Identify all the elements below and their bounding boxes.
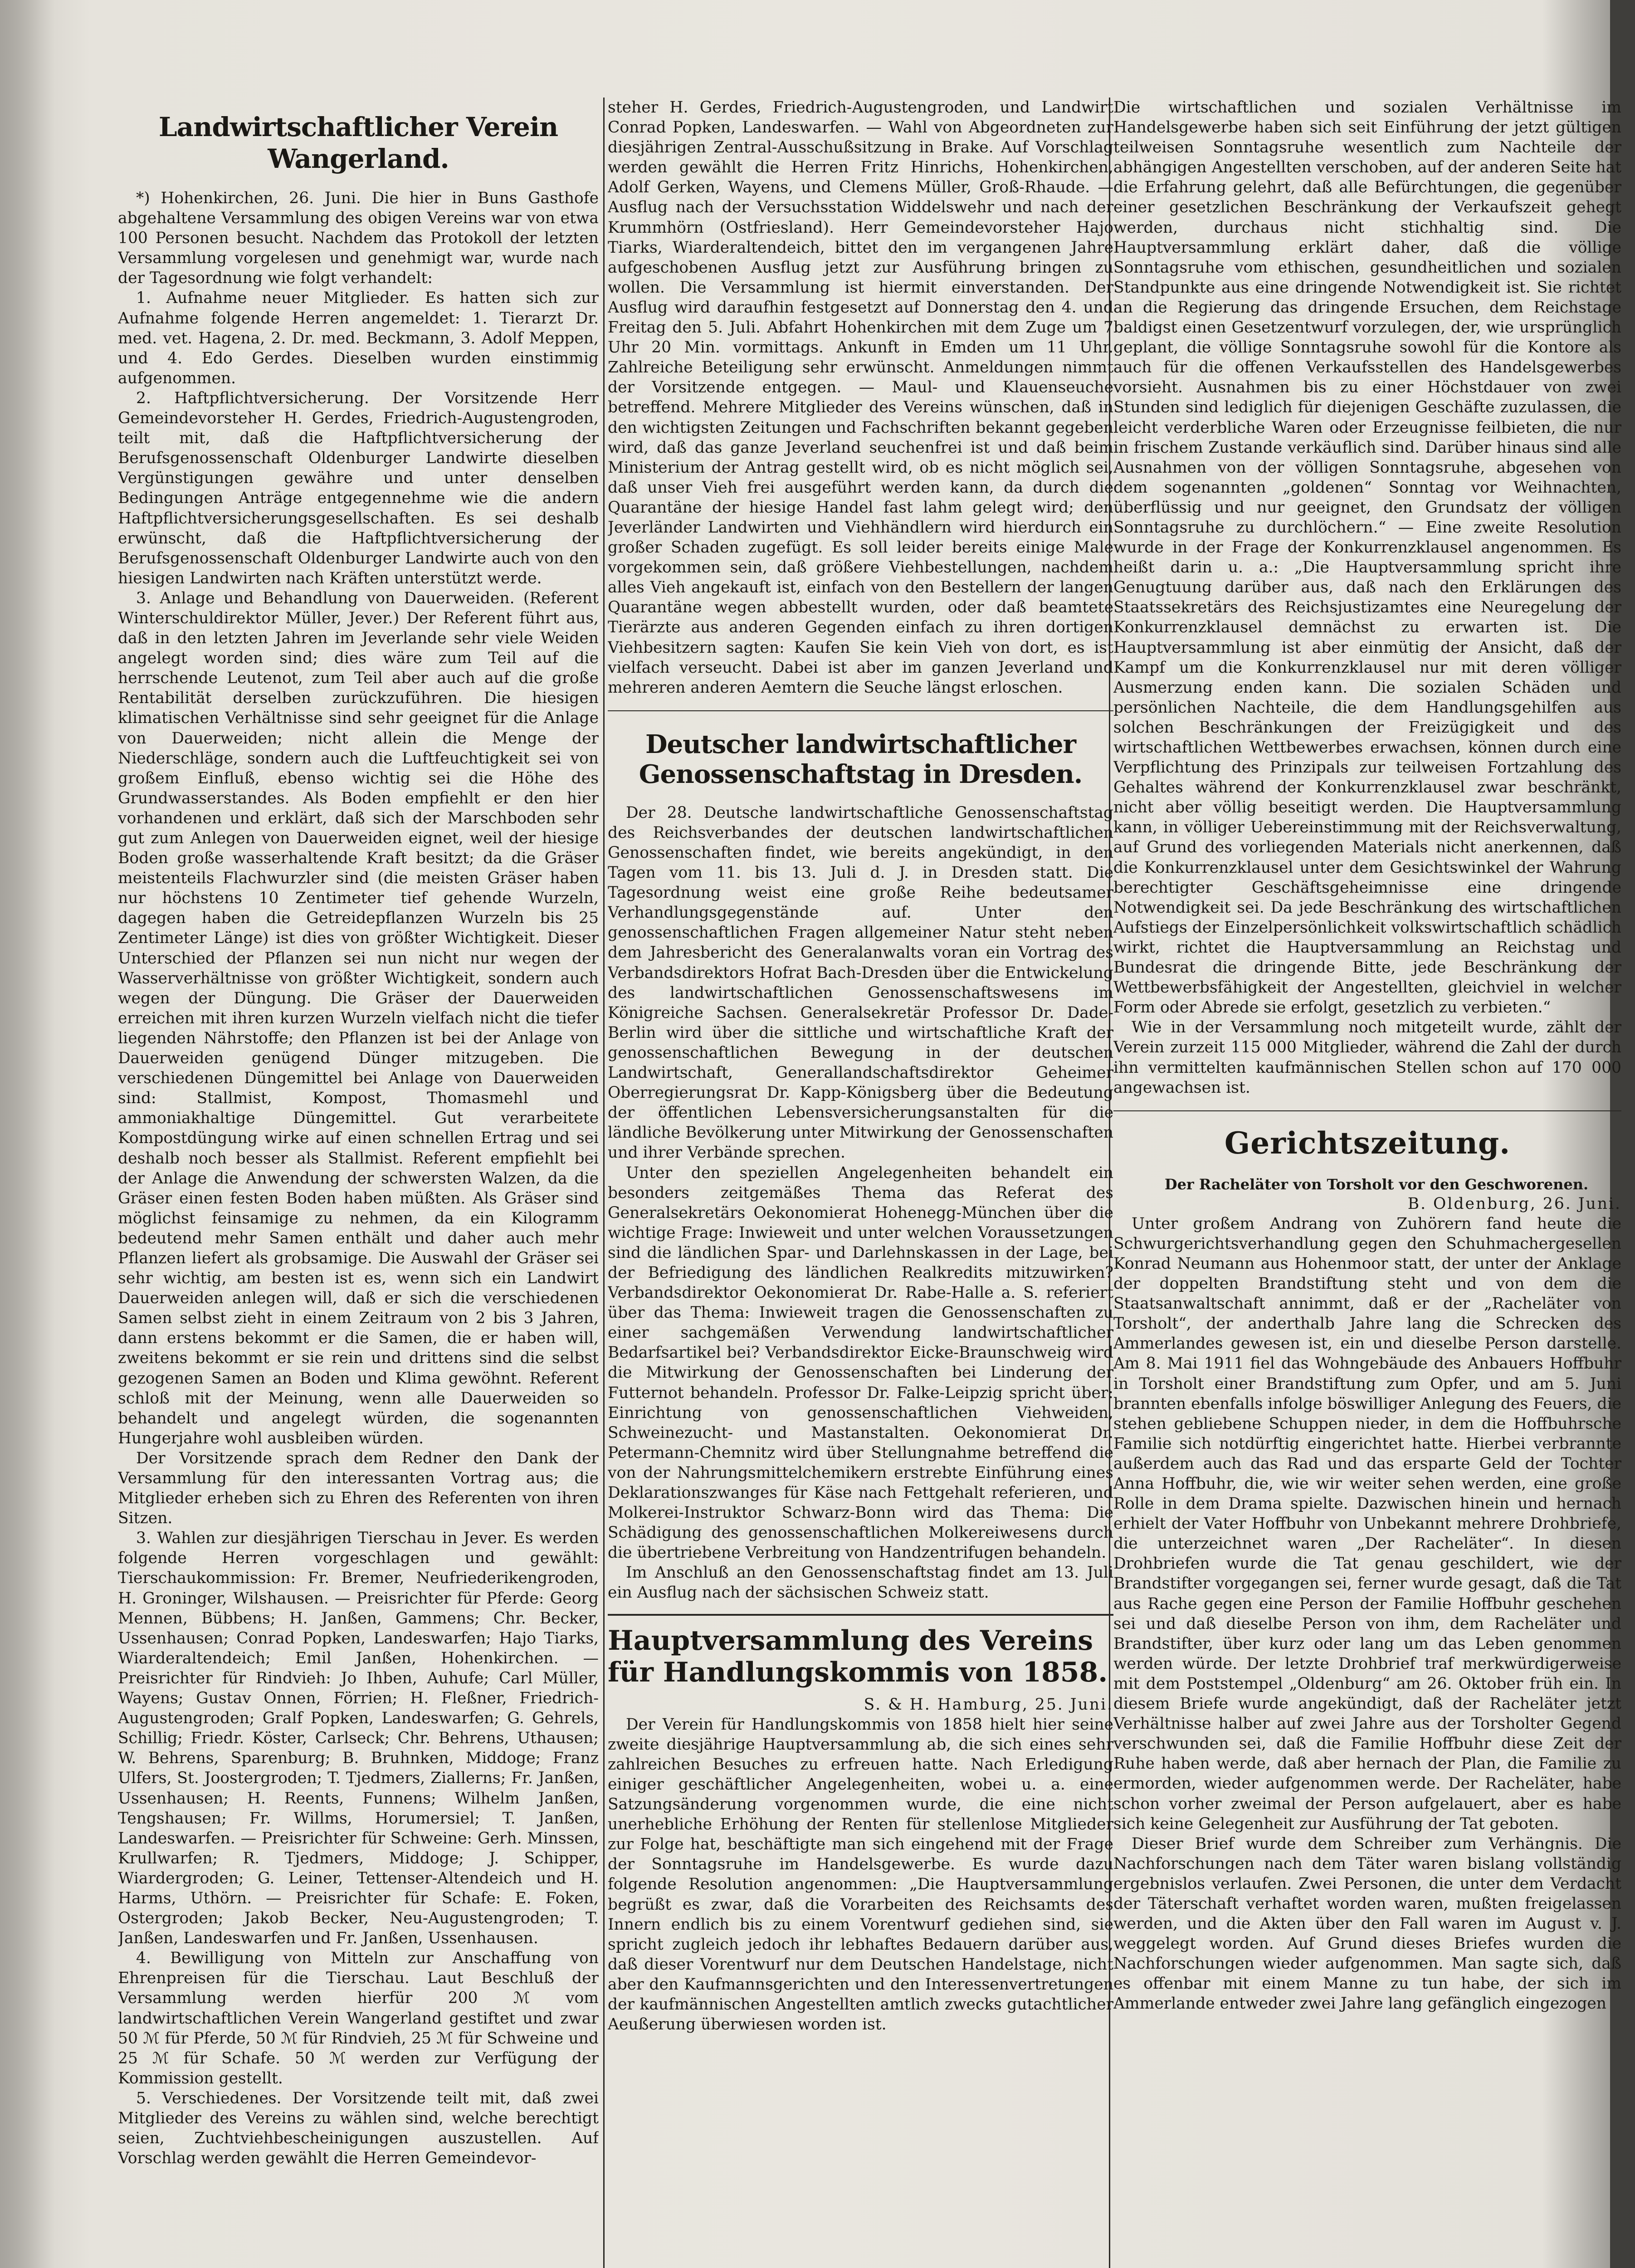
article-heading-hauptversammlung: Hauptversammlung des Vereins für Handlungskommis von 1858. <box>608 1624 1108 1688</box>
article-heading-genossenschaftstag: Deutscher landwirtschaftlicher Genossenschaftstag in Dresden. <box>639 729 1083 789</box>
article-paragraph: steher H. Gerdes, Friedrich-Augustengroden, und Landwirt Conrad Popken, Landeswarfen. — Wahl von Abgeordneten zur diesjährigen Zentral-Ausschußsitzung in Brake. Auf Vorschlag werden gewählt die Herren Fritz Hinrichs, Hohenkirchen, Adolf Gerken, Wayens, und Clemens Müller, Groß-Rhaude. — Ausflug nach der Versuchsstation Widdelswehr und nach der Krummhörn (Ostfriesland). Herr Gemeindevorsteher Hajo Tiarks, Wiarderaltendeich, bittet den im vergangenen Jahre aufgeschobenen Ausflug jetzt zur Ausführung bringen zu wollen. Die Versammlung ist hiermit einverstanden. Der Ausflug wird daraufhin festgesetzt auf Donnerstag den 4. und Freitag den 5. Juli. Abfahrt Hohenkirchen mit dem Zuge um 7 Uhr 20 Min. vormittags. Ankunft in Emden um 11 Uhr. Zahlreiche Beteiligung sehr erwünscht. Anmeldungen nimmt der Vorsitzende entgegen. — Maul- und Klauenseuche betreffend. Mehrere Mitglieder des Vereins wünschen, daß in den wichtigsten Zeitungen und Fachschriften bekannt gegeben wird, daß das ganze Jeverland seuchenfrei ist und daß beim Ministerium der Antrag gestellt wird, ob es nicht möglich sei, daß unser Vieh frei ausgeführt werden kann, da durch die Quarantäne der hiesige Handel fast lahm gelegt wird; den Jeverländer Landwirten und Viehhändlern wird hierdurch ein großer Schaden zugefügt. Es soll leider bereits einige Male vorgekommen sein, daß größere Viehbestellungen, nachdem alles Vieh angekauft ist, einfach von den Bestellern der langen Quarantäne wegen abbestellt wurden, oder daß beamtete Tierärzte aus anderen Gegenden einfach zu ihren dortigen Viehbesitzern sagten: Kaufen Sie kein Vieh von dort, es ist vielfach verseucht. Dabei ist aber im ganzen Jeverland und mehreren anderen Aemtern die Seuche längst erloschen. <box>608 98 1113 697</box>
article-paragraph: 5. Verschiedenes. Der Vorsitzende teilt mit, daß zwei Mitglieder des Vereins zu wählen sind, welche berechtigt seien, Zuchtviehbescheinigungen auszustellen. Auf Vorschlag werden gewählt die Herren Gemeindevor- <box>118 2089 599 2168</box>
article-subheading: Der Racheläter von Torsholt vor den Geschworenen. <box>1164 1175 1589 1193</box>
section-divider <box>608 710 1113 711</box>
scan-shadow-left <box>0 0 54 2268</box>
column-2 <box>608 98 1113 2268</box>
article-paragraph: Im Anschluß an den Genossenschaftstag findet am 13. Juli ein Ausflug nach der sächsischen Schweiz statt. <box>608 1564 1113 1602</box>
column-1 <box>118 98 599 2268</box>
column-rule-1 <box>603 98 605 2268</box>
section-heading-gerichtszeitung: Gerichtszeitung. <box>1224 1125 1511 1161</box>
article-paragraph: Der Verein für Handlungskommis von 1858 hielt hier seine zweite diesjährige Hauptversammlung ab, die sich eines sehr zahlreichen Besuches zu erfreuen hatte. Nach Erledigung einiger geschäftlicher Angelegenheiten, wobei u. a. eine Satzungsänderung vorgenommen wurde, die eine nicht unerhebliche Erhöhung der Renten für stellenlose Mitglieder zur Folge hat, beschäftigte man sich eingehend mit der Frage der Sonntagsruhe im Handelsgewerbe. Es wurde dazu folgende Resolution angenommen: „Die Hauptversammlung begrüßt es zwar, daß die Vorarbeiten des Reichsamts des Innern endlich bis zu einem Vorentwurf gediehen sind, sie spricht zugleich jedoch ihr lebhaftes Bedauern darüber aus, daß dieser Vorentwurf nur dem Deutschen Handelstage, nicht aber den Kaufmannsgerichten und den Interessenvertretungen der kaufmännischen Angestellten amtlich zwecks gutachtlicher Aeußerung überwiesen worden ist. <box>608 1715 1113 2034</box>
article-paragraph: Wie in der Versammlung noch mitgeteilt wurde, zählt der Verein zurzeit 115 000 Mitglieder, während die Zahl der durch ihn vermittelten kaufmännischen Stellen schon auf 170 000 angewachsen ist. <box>1113 1018 1621 1097</box>
article-paragraph: 2. Haftpflichtversicherung. Der Vorsitzende Herr Gemeindevorsteher H. Gerdes, Friedrich-Augustengroden, teilt mit, daß die Haftpflichtversicherung der Berufsgenossenschaft Oldenburger Landwirte dieselben Vergünstigungen gewähre und unter denselben Bedingungen Anträge entgegennehme wie die andern Haftpflichtversicherungsgesellschaften. Es sei deshalb erwünscht, daß die Haftpflichtversicherung der Berufsgenossenschaft Oldenburger Landwirte auch von den hiesigen Landwirten nach Kräften unterstützt werde. <box>118 389 599 587</box>
article-heading-wangerland: Landwirtschaftlicher Verein Wangerland. <box>158 112 558 174</box>
article-paragraph: Der Vorsitzende sprach dem Redner den Dank der Versammlung für den interessanten Vortrag aus; die Mitglieder erheben sich zu Ehren des Referenten von ihren Sitzen. <box>118 1449 599 1528</box>
article-paragraph: Der 28. Deutsche landwirtschaftliche Genossenschaftstag des Reichsverbandes der deutschen landwirtschaftlichen Genossenschaften findet, wie bereits angekündigt, in den Tagen vom 11. bis 13. Juli d. J. in Dresden statt. Die Tagesordnung weist eine große Reihe bedeutsamer Verhandlungsgegenstände auf. Unter den genossenschaftlichen Fragen allgemeiner Natur steht neben dem Jahresbericht des Generalanwalts voran ein Vortrag des Verbandsdirektors Hofrat Bach-Dresden über die Entwickelung des landwirtschaftlichen Genossenschaftswesens im Königreiche Sachsen. Generalsekretär Professor Dr. Dade-Berlin wird über die sittliche und wirtschaftliche Kraft der genossenschaftlichen Bewegung in der deutschen Landwirtschaft, Generallandschaftsdirektor Geheimer Oberregierungsrat Dr. Kapp-Königsberg über die Bedeutung der öffentlichen Lebensversicherungsanstalten für die ländliche Bevölkerung unter Mitwirkung der Genossenschaften und ihrer Verbände sprechen. <box>608 803 1113 1162</box>
article-paragraph: 3. Wahlen zur diesjährigen Tierschau in Jever. Es werden folgende Herren vorgeschlagen und gewählt: Tierschaukommission: Fr. Bremer, Neufriederikengroden, H. Groninger, Wilshausen. — Preisrichter für Pferde: Georg Mennen, Bübbens; H. Janßen, Gammens; Chr. Becker, Ussenhausen; Conrad Popken, Landeswarfen; Hajo Tiarks, Wiarderaltendeich; Emil Janßen, Hohenkirchen. — Preisrichter für Rindvieh: Jo Ihben, Auhufe; Carl Müller, Wayens; Gustav Onnen, Förrien; H. Fleßner, Friedrich-Augustengroden; Gralf Popken, Landeswarfen; G. Gehrels, Schillig; Friedr. Köster, Carlseck; Chr. Behrens, Uthausen; W. Behrens, Sparenburg; B. Bruhnken, Middoge; Franz Ulfers, St. Joostergroden; T. Tjedmers, Ziallerns; Fr. Janßen, Ussenhausen; H. Reents, Funnens; Wilhelm Janßen, Tengshausen; Fr. Willms, Horumersiel; T. Janßen, Landeswarfen. — Preisrichter für Schweine: Gerh. Minssen, Krullwarfen; R. Tjedmers, Middoge; J. Schipper, Wiardergroden; G. Leiner, Tettenser-Altendeich und H. Harms, Uthörn. — Preisrichter für Schafe: E. Foken, Ostergroden; Jakob Becker, Neu-Augustengroden; T. Janßen, Landeswarfen und Fr. Janßen, Ussenhausen. <box>118 1529 599 1948</box>
article-paragraph: Unter großem Andrang von Zuhörern fand heute die Schwurgerichtsverhandlung gegen den Schuhmachergesellen Konrad Neumann aus Hohenmoor statt, der unter der Anklage der doppelten Brandstiftung steht und von dem die Staatsanwaltschaft annimmt, daß er der „Racheläter von Torsholt“, der anderthalb Jahre lang die Schrecken des Ammerlandes gewesen ist, ein und dieselbe Person darstelle. Am 8. Mai 1911 fiel das Wohngebäude des Anbauers Hoffbuhr in Torsholt einer Brandstiftung zum Opfer, und am 5. Juni brannten ebenfalls infolge böswilliger Anlegung des Feuers, die stehen gebliebene Schuppen nieder, in dem die Hoffbuhrsche Familie sich notdürftig eingerichtet hatte. Hierbei verbrannte außerdem auch das Rad und das ersparte Geld der Tochter Anna Hoffbuhr, die, wie wir weiter sehen werden, eine große Rolle in dem Drama spielte. Dazwischen hinein und hernach erhielt der Vater Hoffbuhr von Unbekannt mehrere Drohbriefe, die unterzeichnet waren „Der Racheläter“. In diesen Drohbriefen wurde die Tat genau geschildert, wie der Brandstifter vorgegangen sei, ferner wurde gesagt, daß die Tat aus Rache gegen eine Person der Familie Hoffbuhr geschehen sei und daß dieselbe Person von ihm, dem Racheläter und Brandstifter, über kurz oder lang um das Leben genommen werden würde. Der letzte Drohbrief traf merkwürdigerweise mit dem Poststempel „Oldenburg“ am 26. Oktober früh ein. In diesem Briefe wurde angekündigt, daß der Racheläter jetzt Verhältnisse halber auf zwei Jahre aus der Torsholter Gegend verschwunden sei, daß die Familie Hoffbuhr diese Zeit der Ruhe haben werde, daß aber hernach der Plan, die Familie zu ermorden, wieder aufgenommen werde. Der Racheläter, habe schon vorher zweimal der Person aufgelauert, aber es habe sich keine Gelegenheit zur Ausführung der Tat geboten. <box>1113 1214 1621 1833</box>
dateline: B. Oldenburg, 26. Juni. <box>1407 1194 1621 1213</box>
article-paragraph: 4. Bewilligung von Mitteln zur Anschaffung von Ehrenpreisen für die Tierschau. Laut Beschluß der Versammlung werden hierfür 200 ℳ vom landwirtschaftlichen Verein Wangerland gestiftet und zwar 50 ℳ für Pferde, 50 ℳ für Rindvieh, 25 ℳ für Schweine und 25 ℳ für Schafe. 50 ℳ werden zur Verfügung der Kommission gestellt. <box>118 1949 599 2087</box>
column-3 <box>1113 98 1621 2268</box>
article-paragraph: *) Hohenkirchen, 26. Juni. Die hier in Buns Gasthofe abgehaltene Versammlung des obigen Vereins war von etwa 100 Personen besucht. Nachdem das Protokoll der letzten Versammlung vorgelesen und genehmigt war, wurde nach der Tagesordnung wie folgt verhandelt: <box>118 189 599 288</box>
article-paragraph: 1. Aufnahme neuer Mitglieder. Es hatten sich zur Aufnahme folgende Herren angemeldet: 1. Tierarzt Dr. med. vet. Hagena, 2. Dr. med. Beckmann, 3. Adolf Meppen, und 4. Edo Gerdes. Dieselben wurden einstimmig aufgenommen. <box>118 289 599 387</box>
dateline: S. & H. Hamburg, 25. Juni. <box>864 1695 1113 1714</box>
article-paragraph: Unter den speziellen Angelegenheiten behandelt ein besonders zeitgemäßes Thema das Referat des Generalsekretärs Oekonomierat Hohenegg-München über die wichtige Frage: Inwieweit und unter welchen Voraussetzungen sind die ländlichen Spar- und Darlehnskassen in der Lage, bei der Befriedigung des ländlichen Realkredits mitzuwirken? Verbandsdirektor Oekonomierat Dr. Rabe-Halle a. S. referiert über das Thema: Inwieweit tragen die Genossenschaften zu einer sachgemäßen Verwendung landwirtschaftlicher Bedarfsartikel bei? Verbandsdirektor Eicke-Braunschweig wird die Mitwirkung der Genossenschaften bei Linderung der Futternot behandeln. Professor Dr. Falke-Leipzig spricht über: Einrichtung von genossenschaftlichen Viehweiden, Schweinezucht- und Mastanstalten. Oekonomierat Dr. Petermann-Chemnitz wird über Stellungnahme betreffend die von der Nahrungsmittelchemikern erstrebte Einführung eines Deklarationszwanges für Käse nach Fettgehalt referieren, und Molkerei-Instruktor Schwarz-Bonn wird das Thema: Die Schädigung des genossenschaftlichen Molkereiwesens durch die übertriebene Verbreitung von Handzentrifugen behandeln. <box>608 1163 1113 1562</box>
article-paragraph: 3. Anlage und Behandlung von Dauerweiden. (Referent Winterschuldirektor Müller, Jever.) Der Referent führt aus, daß in den letzten Jahren im Jeverlande sehr viele Weiden angelegt worden sind; dies wäre zum Teil auf die herrschende Leutenot, zum Teil aber auch auf die große Rentabilität derselben zurückzuführen. Die hiesigen klimatischen Verhältnisse sind sehr geeignet für die Anlage von Dauerweiden; nicht allein die Menge der Niederschläge, sondern auch die Luftfeuchtigkeit sei von großem Einfluß, ebenso wichtig sei die Höhe des Grundwasserstandes. Als Boden empfiehlt er den hier vorhandenen und erklärt, daß sich der Marschboden sehr gut zum Anlegen von Dauerweiden eignet, weil der hiesige Boden große wasserhaltende Kraft besitzt; da die Gräser meistenteils Flachwurzler sind (die meisten Gräser haben nur höchstens 10 Zentimeter tief gehende Wurzeln, dagegen haben die Getreidepflanzen Wurzeln bis 25 Zentimeter Länge) ist dies von größter Wichtigkeit. Dieser Unterschied der Pflanzen sei nun nicht nur wegen der Wasserverhältnisse von größter Wichtigkeit, sondern auch wegen der Düngung. Die Gräser der Dauerweiden erreichen mit ihren kurzen Wurzeln vielfach nicht die tiefer liegenden Nährstoffe; den Pflanzen ist bei der Anlage von Dauerweiden genügend Dünger mitzugeben. Die verschiedenen Düngemittel bei Anlage von Dauerweiden sind: Stallmist, Kompost, Thomasmehl und ammoniakhaltige Düngemittel. Gut verarbeitete Kompostdüngung wirke auf einen schnellen Ertrag und sei deshalb noch besser als Stallmist. Referent empfiehlt bei der Anlage die Anwendung der schwersten Walzen, da die Gräser einen festen Boden haben müßten. Als Gräser sind möglichst feinsamige zu nehmen, da ein Kilogramm bedeutend mehr Samen enthält und daher auch mehr Pflanzen liefert als grobsamige. Die Auswahl der Gräser sei sehr wichtig, am besten ist es, wenn sich ein Landwirt Dauerweiden anlegen will, daß er sich die verschiedenen Samen selbst zieht in einem Zeitraum von 2 bis 3 Jahren, dann erstens bekommt er die Samen, die er haben will, zweitens bekommt er sie rein und drittens sind die selbst gezogenen Samen an Boden und Klima gewöhnt. Referent schloß mit der Meinung, wenn alle Dauerweiden so behandelt und angelegt würden, die sogenannten Hungerjahre wohl ausbleiben würden. <box>118 589 599 1447</box>
section-divider <box>608 1614 1113 1616</box>
article-paragraph: Die wirtschaftlichen und sozialen Verhältnisse im Handelsgewerbe haben sich seit Einführung der jetzt gültigen teilweisen Sonntagsruhe wesentlich zum Nachteile der abhängigen Angestellten verschoben, auf der anderen Seite hat die Erfahrung gelehrt, daß alle Befürchtungen, die gegenüber einer gesetzlichen Beschränkung der Verkaufszeit gehegt werden, durchaus nicht stichhaltig sind. Die Hauptversammlung erklärt daher, daß die völlige Sonntagsruhe vom ethischen, gesundheitlichen und sozialen Standpunkte aus eine dringende Notwendigkeit ist. Sie richtet an die Regierung das dringende Ersuchen, dem Reichstage baldigst einen Gesetzentwurf vorzulegen, der, wie ursprünglich geplant, die völlige Sonntagsruhe sowohl für die Kontore als auch für die offenen Verkaufsstellen des Handelsgewerbes vorsieht. Ausnahmen bis zu einer Höchstdauer von zwei Stunden sind lediglich für diejenigen Geschäfte zuzulassen, die leicht verderbliche Waren oder Erzeugnisse feilbieten, die nur in frischem Zustande verkäuflich sind. Darüber hinaus sind alle Ausnahmen von der völligen Sonntagsruhe, abgesehen von dem sogenannten „goldenen“ Sonntag vor Weihnachten, überflüssig und nur geeignet, den Grundsatz der völligen Sonntagsruhe zu durchlöchern.“ — Eine zweite Resolution wurde in der Frage der Konkurrenzklausel angenommen. Es heißt darin u. a.: „Die Hauptversammlung spricht ihre Genugtuung darüber aus, daß nach den Erklärungen des Staatssekretärs des Reichsjustizamtes eine Neuregelung der Konkurrenzklausel demnächst zu erwarten ist. Die Hauptversammlung ist aber einmütig der Ansicht, daß der Kampf um die Konkurrenzklausel nur mit deren völliger Ausmerzung enden kann. Die sozialen Schäden und persönlichen Nachteile, die dem Handlungsgehilfen aus solchen Beschränkungen der Freizügigkeit und des wirtschaftlichen Wettbewerbes erwachsen, können durch eine Verpflichtung des Prinzipals zur teilweisen Fortzahlung des Gehaltes während der Konkurrenzklausel zwar beschränkt, nicht aber völlig beseitigt werden. Die Hauptversammlung kann, in völliger Uebereinstimmung mit der Reichsverwaltung, auf Grund des vorliegenden Materials nicht anerkennen, daß die Konkurrenzklausel unter dem Gesichtswinkel der Wahrung berechtigter Geschäftsgeheimnisse eine dringende Notwendigkeit sei. Da jede Beschränkung des wirtschaftlichen Aufstiegs der Einzelpersönlichkeit volkswirtschaftlich schädlich wirkt, richtet die Hauptversammlung an Reichstag und Bundesrat die dringende Bitte, jede Beschränkung der Wettbewerbsfähigkeit der Angestellten, gleichviel in welcher Form oder Abrede sie erfolgt, gesetzlich zu verbieten.“ <box>1113 98 1621 1017</box>
section-divider <box>1113 1110 1621 1111</box>
article-paragraph: Dieser Brief wurde dem Schreiber zum Verhängnis. Die Nachforschungen nach dem Täter waren bislang vollständig ergebnislos verlaufen. Zwei Personen, die unter dem Verdacht der Täterschaft verhaftet worden waren, mußten freigelassen werden, und die Akten über den Fall waren im August v. J. weggelegt worden. Auf Grund dieses Briefes wurden die Nachforschungen wieder aufgenommen. Man sagte sich, daß es offenbar mit einem Manne zu tun habe, der sich im Ammerlande entweder zwei Jahre lang gefänglich eingezogen <box>1113 1834 1621 2013</box>
